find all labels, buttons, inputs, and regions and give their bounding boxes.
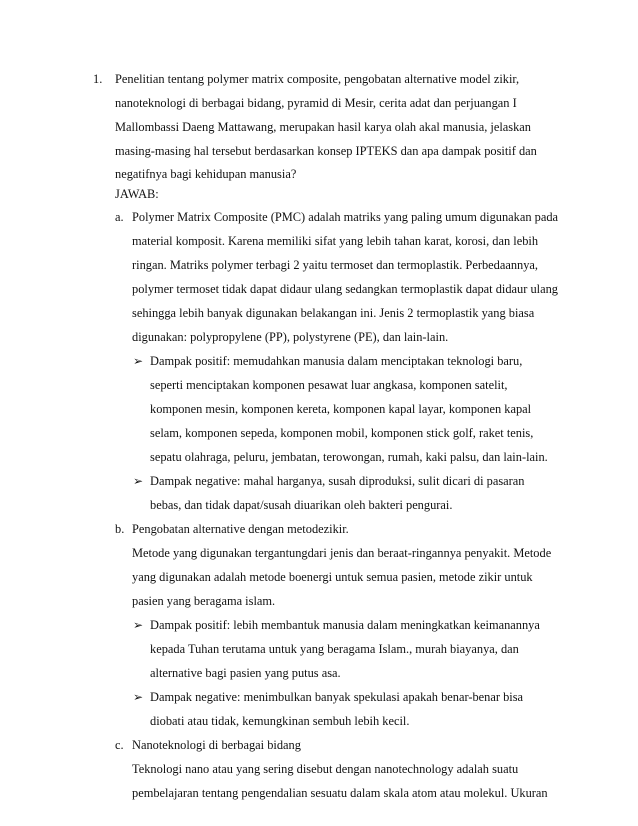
question-line: negatifnya bagi kehidupan manusia? [115, 167, 297, 181]
section-a-line: ringan. Matriks polymer terbagi 2 yaitu termoset dan termoplastik. Perbedaannya, [132, 258, 539, 272]
section-b-line: Pengobatan alternative dengan metodezikir. [132, 522, 349, 536]
answer-label: JAWAB: [115, 187, 159, 201]
bullet-line: kepada Tuhan terutama untuk yang beragama Islam., murah biayanya, dan [150, 642, 519, 656]
section-a-line: material komposit. Karena memiliki sifat yang lebih tahan karat, korosi, dan lebih [132, 234, 539, 248]
bullet-line: alternative bagi pasien yang putus asa. [150, 666, 341, 680]
bullet-line: sepatu olahraga, peluru, jembatan, terowongan, rumah, kaki palsu, dan lain-lain. [150, 450, 548, 464]
section-a-line: Polymer Matrix Composite (PMC) adalah matriks yang paling umum digunakan pada [132, 210, 559, 224]
section-c-line: Nanoteknologi di berbagai bidang [132, 738, 301, 752]
section-b-line: pasien yang beragama islam. [132, 594, 276, 608]
section-b-marker: b. [115, 522, 125, 536]
bullet-line: Dampak negative: menimbulkan banyak spekulasi apakah benar-benar bisa [150, 690, 524, 704]
bullet-line: bebas, dan tidak dapat/susah diuarikan oleh bakteri pengurai. [150, 498, 453, 512]
bullet-line: seperti menciptakan komponen pesawat luar angkasa, komponen satelit, [150, 378, 508, 392]
bullet-line: Dampak positif: lebih membantuk manusia dalam meningkatkan keimanannya [150, 618, 540, 632]
section-a-line: polymer termoset tidak dapat didaur ulang sedangkan termoplastik dapat didaur ulang [132, 282, 558, 296]
question-line: masing-masing hal tersebut berdasarkan konsep IPTEKS dan apa dampak positif dan [115, 144, 537, 158]
bullet-line: diobati atau tidak, kemungkinan sembuh lebih kecil. [150, 714, 410, 728]
section-b-line: yang digunakan adalah metode boenergi untuk semua pasien, metode zikir untuk [132, 570, 533, 584]
bullet-line: selam, komponen sepeda, komponen mobil, komponen stick golf, raket tenis, [150, 426, 534, 440]
question-line: Penelitian tentang polymer matrix composite, pengobatan alternative model zikir, [115, 72, 520, 86]
question-line: nanoteknologi di berbagai bidang, pyramid di Mesir, cerita adat dan perjuangan I [115, 96, 517, 110]
section-c-line: pembelajaran tentang pengendalian sesuatu dalam skala atom atau molekul. Ukuran [132, 786, 548, 800]
section-b-line: Metode yang digunakan tergantungdari jenis dan beraat-ringannya penyakit. Metode [132, 546, 552, 560]
bullet-line: komponen mesin, komponen kereta, komponen kapal layar, komponen kapal [150, 402, 532, 416]
bullet-line: Dampak positif: memudahkan manusia dalam menciptakan teknologi baru, [150, 354, 523, 368]
section-a-marker: a. [115, 210, 124, 224]
arrow-bullet-icon: ➢ [133, 354, 144, 368]
question-line: Mallombassi Daeng Mattawang, merupakan hasil karya olah akal manusia, jelaskan [115, 120, 531, 134]
arrow-bullet-icon: ➢ [133, 690, 144, 704]
section-a-line: sehingga lebih banyak digunakan belakangan ini. Jenis 2 termoplastik yang biasa [132, 306, 535, 320]
bullet-line: Dampak negative: mahal harganya, susah diproduksi, sulit dicari di pasaran [150, 474, 525, 488]
section-c-line: Teknologi nano atau yang sering disebut dengan nanotechnology adalah suatu [132, 762, 519, 776]
section-a-line: digunakan: polypropylene (PP), polystyrene (PE), dan lain-lain. [132, 330, 449, 344]
arrow-bullet-icon: ➢ [133, 474, 144, 488]
arrow-bullet-icon: ➢ [133, 618, 144, 632]
question-number: 1. [93, 72, 103, 86]
section-c-marker: c. [115, 738, 124, 752]
